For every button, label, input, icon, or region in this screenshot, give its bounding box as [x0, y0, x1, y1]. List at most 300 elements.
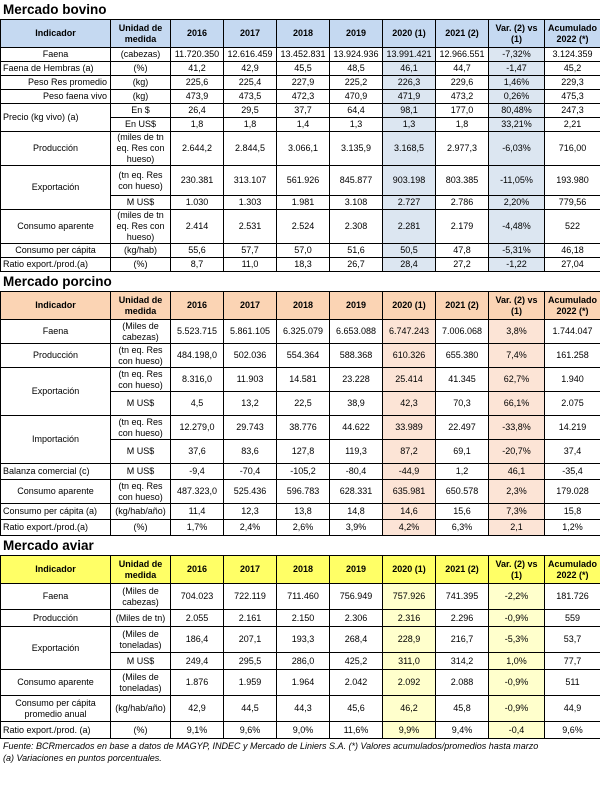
value-cell: 53,7	[545, 627, 600, 653]
value-cell: 13.924.936	[330, 48, 383, 62]
column-header: Indicador	[1, 292, 111, 320]
value-cell: 655.380	[436, 344, 489, 368]
value-cell: 9,6%	[224, 722, 277, 739]
value-cell: 13.991.421	[383, 48, 436, 62]
value-cell: 2.977,3	[436, 132, 489, 166]
value-cell: 2.306	[330, 610, 383, 627]
column-header: 2020 (1)	[383, 20, 436, 48]
column-header: 2021 (2)	[436, 20, 489, 48]
value-cell: 46,1	[383, 62, 436, 76]
column-header: 2016	[171, 556, 224, 584]
value-cell: 28,4	[383, 258, 436, 272]
value-cell: 522	[545, 210, 600, 244]
value-cell: 15,8	[545, 504, 600, 520]
value-cell: 38,9	[330, 392, 383, 416]
value-cell: 311,0	[383, 653, 436, 670]
value-cell: 45,2	[545, 62, 600, 76]
table-row	[1, 610, 600, 627]
table-row	[1, 344, 600, 368]
column-header: 2019	[330, 20, 383, 48]
value-cell: 42,9	[171, 696, 224, 722]
value-cell: 803.385	[436, 166, 489, 196]
value-cell: -6,03%	[489, 132, 545, 166]
value-cell: 225,4	[224, 76, 277, 90]
value-cell: 46,2	[383, 696, 436, 722]
value-cell: 2.179	[436, 210, 489, 244]
value-cell: 1,4	[277, 118, 330, 132]
value-cell: 4,2%	[383, 520, 436, 536]
value-cell: 11,0	[224, 258, 277, 272]
table-row	[1, 244, 600, 258]
unit-cell: (tn eq. Res con hueso)	[111, 416, 171, 440]
table-row	[1, 627, 600, 653]
column-header: 2016	[171, 20, 224, 48]
value-cell: 559	[545, 610, 600, 627]
value-cell: -33,8%	[489, 416, 545, 440]
column-header: 2017	[224, 20, 277, 48]
value-cell: 471,9	[383, 90, 436, 104]
value-cell: 2.088	[436, 670, 489, 696]
value-cell: 179.028	[545, 480, 600, 504]
table-row	[1, 416, 600, 440]
value-cell: 3.135,9	[330, 132, 383, 166]
section-title: Mercado bovino	[3, 2, 107, 17]
indicator-cell: Balanza comercial (c)	[1, 464, 111, 480]
indicator-cell: Peso Res promedio	[1, 76, 111, 90]
unit-cell: (kg/hab/año)	[111, 696, 171, 722]
value-cell: 554.364	[277, 344, 330, 368]
value-cell: 11.720.350	[171, 48, 224, 62]
indicator-cell: Peso faena vivo	[1, 90, 111, 104]
value-cell: 314,2	[436, 653, 489, 670]
indicator-cell: Faena de Hembras (a)	[1, 62, 111, 76]
unit-cell: (tn eq. Res con hueso)	[111, 368, 171, 392]
value-cell: -0,4	[489, 722, 545, 739]
unit-cell: (%)	[111, 722, 171, 739]
value-cell: 779,56	[545, 196, 600, 210]
value-cell: 46,1	[489, 464, 545, 480]
table-row	[1, 210, 600, 244]
value-cell: 37,6	[171, 440, 224, 464]
value-cell: 33,21%	[489, 118, 545, 132]
value-cell: 3,9%	[330, 520, 383, 536]
value-cell: 38.776	[277, 416, 330, 440]
table-row	[1, 696, 600, 722]
value-cell: 12.966.551	[436, 48, 489, 62]
value-cell: 2,3%	[489, 480, 545, 504]
value-cell: -105,2	[277, 464, 330, 480]
value-cell: 3.066,1	[277, 132, 330, 166]
value-cell: 27,2	[436, 258, 489, 272]
value-cell: 44.622	[330, 416, 383, 440]
value-cell: 741.395	[436, 584, 489, 610]
value-cell: 25.414	[383, 368, 436, 392]
table-row	[1, 258, 600, 272]
value-cell: 57,7	[224, 244, 277, 258]
value-cell: 511	[545, 670, 600, 696]
value-cell: -1,47	[489, 62, 545, 76]
value-cell: 9,6%	[545, 722, 600, 739]
value-cell: 610.326	[383, 344, 436, 368]
table-row	[1, 464, 600, 480]
value-cell: 207,1	[224, 627, 277, 653]
value-cell: -2,2%	[489, 584, 545, 610]
table-row	[1, 48, 600, 62]
indicator-cell: Producción	[1, 132, 111, 166]
value-cell: 23.228	[330, 368, 383, 392]
value-cell: -5,31%	[489, 244, 545, 258]
value-cell: 1.744.047	[545, 320, 600, 344]
value-cell: 2.150	[277, 610, 330, 627]
unit-cell: (kg/hab/año)	[111, 504, 171, 520]
value-cell: -80,4	[330, 464, 383, 480]
value-cell: 502.036	[224, 344, 277, 368]
value-cell: 29.743	[224, 416, 277, 440]
value-cell: 716,00	[545, 132, 600, 166]
value-cell: 596.783	[277, 480, 330, 504]
table-row	[1, 368, 600, 392]
indicator-cell: Consumo aparente	[1, 480, 111, 504]
indicator-cell: Faena	[1, 584, 111, 610]
value-cell: 62,7%	[489, 368, 545, 392]
unit-cell: (Miles de cabezas)	[111, 320, 171, 344]
indicator-cell: Ratio export./prod.(a)	[1, 258, 111, 272]
value-cell: 27,04	[545, 258, 600, 272]
column-header: Unidad de medida	[111, 556, 171, 584]
value-cell: 66,1%	[489, 392, 545, 416]
indicator-cell: Faena	[1, 320, 111, 344]
value-cell: 18,3	[277, 258, 330, 272]
value-cell: 3.108	[330, 196, 383, 210]
unit-cell: (cabezas)	[111, 48, 171, 62]
section-title: Mercado porcino	[3, 274, 112, 289]
value-cell: 70,3	[436, 392, 489, 416]
value-cell: 2.075	[545, 392, 600, 416]
value-cell: 473,5	[224, 90, 277, 104]
value-cell: 51,6	[330, 244, 383, 258]
value-cell: 0,26%	[489, 90, 545, 104]
column-header: 2021 (2)	[436, 556, 489, 584]
value-cell: 7,3%	[489, 504, 545, 520]
value-cell: 845.877	[330, 166, 383, 196]
unit-cell: M US$	[111, 464, 171, 480]
value-cell: -9,4	[171, 464, 224, 480]
value-cell: 45,6	[330, 696, 383, 722]
unit-cell: (tn eq. Res con hueso)	[111, 344, 171, 368]
column-header: Acumulado 2022 (*)	[545, 292, 600, 320]
value-cell: 903.198	[383, 166, 436, 196]
value-cell: 225,2	[330, 76, 383, 90]
table-row	[1, 104, 600, 118]
value-cell: 425,2	[330, 653, 383, 670]
value-cell: 14,8	[330, 504, 383, 520]
column-header: 2020 (1)	[383, 556, 436, 584]
value-cell: 1,8	[436, 118, 489, 132]
value-cell: 4,5	[171, 392, 224, 416]
column-header: Unidad de medida	[111, 20, 171, 48]
indicator-cell: Ratio export./prod. (a)	[1, 722, 111, 739]
value-cell: 588.368	[330, 344, 383, 368]
value-cell: 13,2	[224, 392, 277, 416]
value-cell: 704.023	[171, 584, 224, 610]
value-cell: 2.308	[330, 210, 383, 244]
value-cell: 475,3	[545, 90, 600, 104]
value-cell: 1.940	[545, 368, 600, 392]
unit-cell: (Miles de toneladas)	[111, 627, 171, 653]
value-cell: 83,6	[224, 440, 277, 464]
value-cell: 2,20%	[489, 196, 545, 210]
value-cell: 3,8%	[489, 320, 545, 344]
value-cell: 37,4	[545, 440, 600, 464]
value-cell: 472,3	[277, 90, 330, 104]
value-cell: 9,1%	[171, 722, 224, 739]
value-cell: 69,1	[436, 440, 489, 464]
value-cell: 5.523.715	[171, 320, 224, 344]
value-cell: 3.168,5	[383, 132, 436, 166]
value-cell: -1,22	[489, 258, 545, 272]
value-cell: 470,9	[330, 90, 383, 104]
value-cell: 45,5	[277, 62, 330, 76]
value-cell: 1,2	[436, 464, 489, 480]
value-cell: 2,6%	[277, 520, 330, 536]
value-cell: 1,0%	[489, 653, 545, 670]
value-cell: 12,3	[224, 504, 277, 520]
value-cell: 7.006.068	[436, 320, 489, 344]
value-cell: 229,3	[545, 76, 600, 90]
value-cell: 22,5	[277, 392, 330, 416]
value-cell: 11.903	[224, 368, 277, 392]
indicator-cell: Consumo aparente	[1, 210, 111, 244]
value-cell: 1.959	[224, 670, 277, 696]
value-cell: 44,9	[545, 696, 600, 722]
table-row	[1, 584, 600, 610]
value-cell: 295,5	[224, 653, 277, 670]
table-row	[1, 62, 600, 76]
value-cell: 14.219	[545, 416, 600, 440]
indicator-cell: Exportación	[1, 627, 111, 670]
unit-cell: (kg)	[111, 76, 171, 90]
table-row	[1, 166, 600, 196]
value-cell: 161.258	[545, 344, 600, 368]
value-cell: 1,3	[330, 118, 383, 132]
value-cell: -7,32%	[489, 48, 545, 62]
table-row	[1, 132, 600, 166]
value-cell: 268,4	[330, 627, 383, 653]
value-cell: 247,3	[545, 104, 600, 118]
value-cell: 227,9	[277, 76, 330, 90]
value-cell: 47,8	[436, 244, 489, 258]
value-cell: 6.325.079	[277, 320, 330, 344]
value-cell: 13,8	[277, 504, 330, 520]
value-cell: 13.452.831	[277, 48, 330, 62]
table-row	[1, 76, 600, 90]
value-cell: 1,3	[383, 118, 436, 132]
value-cell: 41.345	[436, 368, 489, 392]
unit-cell: (kg)	[111, 90, 171, 104]
footer-source: Fuente: BCRmercados en base a datos de MAGYP, INDEC y Mercado de Liniers S.A. (*) Valores acumulados/promedios hasta marzo	[3, 741, 539, 751]
unit-cell: M US$	[111, 440, 171, 464]
value-cell: 249,4	[171, 653, 224, 670]
value-cell: 55,6	[171, 244, 224, 258]
indicator-cell: Faena	[1, 48, 111, 62]
value-cell: 22.497	[436, 416, 489, 440]
value-cell: 57,0	[277, 244, 330, 258]
value-cell: 711.460	[277, 584, 330, 610]
value-cell: 525.436	[224, 480, 277, 504]
column-header: 2020 (1)	[383, 292, 436, 320]
value-cell: 2.786	[436, 196, 489, 210]
value-cell: 2.844,5	[224, 132, 277, 166]
unit-cell: (tn eq. Res con hueso)	[111, 166, 171, 196]
value-cell: 45,8	[436, 696, 489, 722]
value-cell: 2.531	[224, 210, 277, 244]
column-header: 2018	[277, 20, 330, 48]
value-cell: 628.331	[330, 480, 383, 504]
value-cell: 1.303	[224, 196, 277, 210]
value-cell: 41,2	[171, 62, 224, 76]
value-cell: 473,2	[436, 90, 489, 104]
value-cell: 26,4	[171, 104, 224, 118]
value-cell: 9,9%	[383, 722, 436, 739]
table-row	[1, 90, 600, 104]
indicator-cell: Precio (kg vivo) (a)	[1, 104, 111, 132]
column-header: Acumulado 2022 (*)	[545, 556, 600, 584]
value-cell: 757.926	[383, 584, 436, 610]
unit-cell: (Miles de toneladas)	[111, 670, 171, 696]
value-cell: 44,7	[436, 62, 489, 76]
value-cell: 33.989	[383, 416, 436, 440]
value-cell: 1,2%	[545, 520, 600, 536]
value-cell: 226,3	[383, 76, 436, 90]
value-cell: -35,4	[545, 464, 600, 480]
value-cell: 29,5	[224, 104, 277, 118]
column-header: Indicador	[1, 556, 111, 584]
table-row	[1, 504, 600, 520]
table-row	[1, 320, 600, 344]
section-bovino	[0, 0, 600, 272]
unit-cell: M US$	[111, 196, 171, 210]
value-cell: 127,8	[277, 440, 330, 464]
indicator-cell: Consumo per cápita (a)	[1, 504, 111, 520]
value-cell: 186,4	[171, 627, 224, 653]
value-cell: 484.198,0	[171, 344, 224, 368]
unit-cell: (Miles de cabezas)	[111, 584, 171, 610]
value-cell: 2.644,2	[171, 132, 224, 166]
value-cell: 216,7	[436, 627, 489, 653]
column-header: 2021 (2)	[436, 292, 489, 320]
table-bovino	[0, 19, 600, 272]
value-cell: 2,1	[489, 520, 545, 536]
value-cell: 2,4%	[224, 520, 277, 536]
indicator-cell: Ratio export./prod.(a)	[1, 520, 111, 536]
value-cell: 2.316	[383, 610, 436, 627]
indicator-cell: Producción	[1, 610, 111, 627]
value-cell: -0,9%	[489, 610, 545, 627]
value-cell: 12.616.459	[224, 48, 277, 62]
value-cell: 14.581	[277, 368, 330, 392]
value-cell: 229,6	[436, 76, 489, 90]
column-header: 2018	[277, 292, 330, 320]
value-cell: 9,4%	[436, 722, 489, 739]
table-row	[1, 520, 600, 536]
value-cell: 80,48%	[489, 104, 545, 118]
table-row	[1, 722, 600, 739]
value-cell: 2,21	[545, 118, 600, 132]
value-cell: -0,9%	[489, 670, 545, 696]
value-cell: 2.161	[224, 610, 277, 627]
column-header: Var. (2) vs (1)	[489, 556, 545, 584]
value-cell: 12.279,0	[171, 416, 224, 440]
section-title: Mercado aviar	[3, 538, 94, 553]
value-cell: -0,9%	[489, 696, 545, 722]
unit-cell: (miles de tn eq. Res con hueso)	[111, 210, 171, 244]
value-cell: 635.981	[383, 480, 436, 504]
table-porcino	[0, 291, 600, 536]
value-cell: 2.524	[277, 210, 330, 244]
unit-cell: En $	[111, 104, 171, 118]
unit-cell: (miles de tn eq. Res con hueso)	[111, 132, 171, 166]
value-cell: 1.030	[171, 196, 224, 210]
value-cell: 64,4	[330, 104, 383, 118]
unit-cell: En US$	[111, 118, 171, 132]
value-cell: 119,3	[330, 440, 383, 464]
column-header: 2016	[171, 292, 224, 320]
value-cell: 2.055	[171, 610, 224, 627]
footer-note-a: (a) Variaciones en puntos porcentuales.	[3, 753, 162, 763]
unit-cell: M US$	[111, 653, 171, 670]
value-cell: 181.726	[545, 584, 600, 610]
value-cell: 26,7	[330, 258, 383, 272]
value-cell: -44,9	[383, 464, 436, 480]
value-cell: 8.316,0	[171, 368, 224, 392]
value-cell: 650.578	[436, 480, 489, 504]
value-cell: 9,0%	[277, 722, 330, 739]
indicator-cell: Exportación	[1, 166, 111, 210]
value-cell: -20,7%	[489, 440, 545, 464]
column-header: Var. (2) vs (1)	[489, 20, 545, 48]
value-cell: 2.414	[171, 210, 224, 244]
column-header: 2019	[330, 292, 383, 320]
value-cell: 561.926	[277, 166, 330, 196]
unit-cell: (%)	[111, 62, 171, 76]
value-cell: 193,3	[277, 627, 330, 653]
value-cell: -5,3%	[489, 627, 545, 653]
value-cell: 487.323,0	[171, 480, 224, 504]
column-header: 2017	[224, 556, 277, 584]
footer-note	[0, 739, 600, 764]
value-cell: 98,1	[383, 104, 436, 118]
value-cell: 7,4%	[489, 344, 545, 368]
value-cell: 50,5	[383, 244, 436, 258]
value-cell: 37,7	[277, 104, 330, 118]
unit-cell: (Miles de tn)	[111, 610, 171, 627]
section-porcino	[0, 272, 600, 536]
value-cell: 1,46%	[489, 76, 545, 90]
unit-cell: (tn eq. Res con hueso)	[111, 480, 171, 504]
value-cell: -70,4	[224, 464, 277, 480]
value-cell: 42,9	[224, 62, 277, 76]
unit-cell: (%)	[111, 520, 171, 536]
unit-cell: (%)	[111, 258, 171, 272]
value-cell: 1.981	[277, 196, 330, 210]
value-cell: 1,7%	[171, 520, 224, 536]
value-cell: 6.747.243	[383, 320, 436, 344]
value-cell: 48,5	[330, 62, 383, 76]
value-cell: 87,2	[383, 440, 436, 464]
table-aviar	[0, 555, 600, 739]
indicator-cell: Consumo aparente	[1, 670, 111, 696]
column-header: Acumulado 2022 (*)	[545, 20, 600, 48]
